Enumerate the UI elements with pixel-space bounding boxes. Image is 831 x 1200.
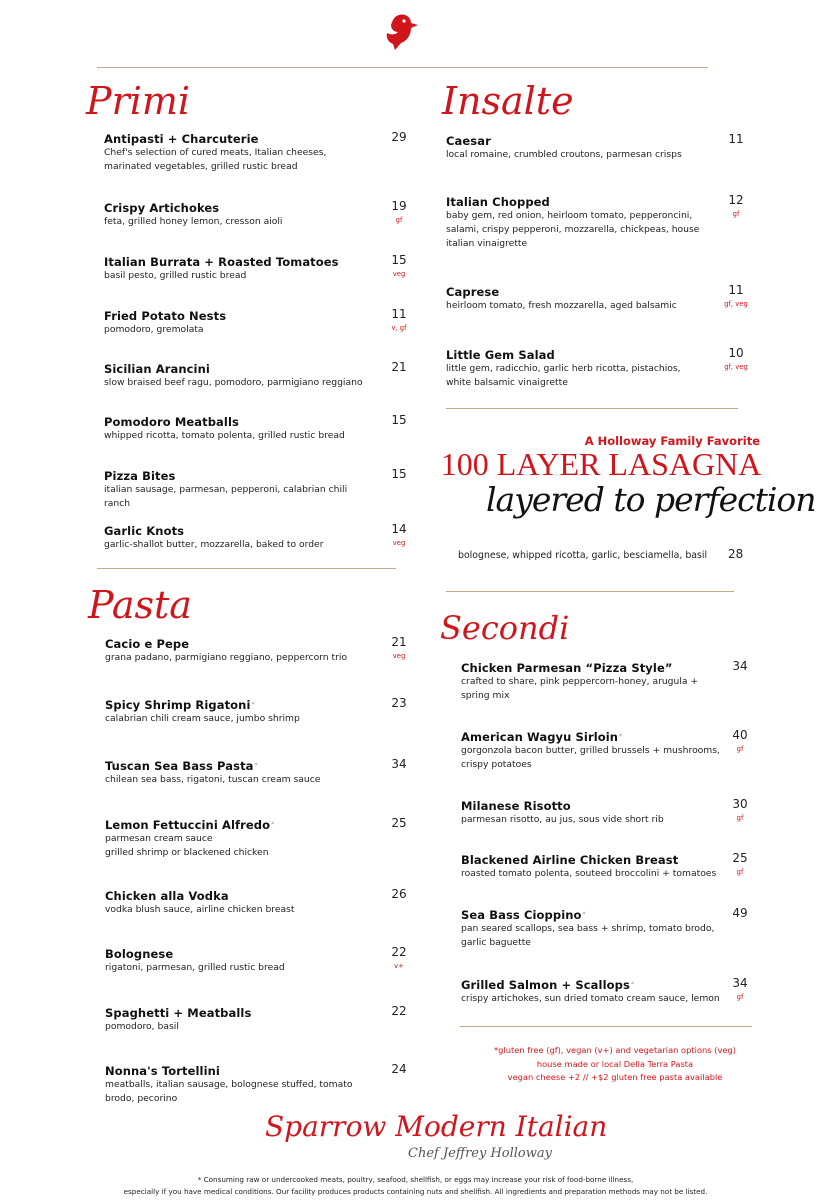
item-description: chilean sea bass, rigatoni, tuscan cream sauce	[105, 774, 321, 785]
item-name: Tuscan Sea Bass Pasta*	[105, 759, 258, 773]
item-name: Chicken Parmesan “Pizza Style”	[461, 661, 673, 675]
item-name: American Wagyu Sirloin*	[461, 730, 623, 744]
dietary-tag: veg	[392, 270, 406, 278]
item-description: roasted tomato polenta, souteed broccolini + tomatoes	[461, 868, 717, 879]
pasta-item	[105, 698, 375, 726]
item-description: calabrian chili cream sauce, jumbo shrimp	[105, 713, 300, 724]
raw-warning-mark: *	[251, 701, 255, 708]
item-name: Grilled Salmon + Scallops*	[461, 978, 635, 992]
item-name: Spaghetti + Meatballs	[105, 1006, 252, 1020]
primi-item	[104, 524, 366, 552]
secondi-item	[461, 978, 723, 1006]
item-price: 11	[728, 283, 744, 297]
dietary-tag: veg	[392, 539, 406, 547]
item-name: Crispy Artichokes	[104, 201, 220, 215]
item-name: Caesar	[446, 134, 491, 148]
item-description: meatballs, italian sausage, bolognese stuffed, tomato brodo, pecorino	[105, 1079, 353, 1104]
item-description: whipped ricotta, tomato polenta, grilled rustic bread	[104, 430, 345, 441]
item-price: 30	[732, 797, 748, 811]
item-price: 15	[391, 253, 407, 267]
disclaimer-line-2: especially if you have medical conditions. Our facility produces products containing nuts and shellfish. All ingredients and preparation methods may not be listed.	[123, 1187, 708, 1196]
lasagna-end-rule	[446, 591, 734, 592]
item-description: basil pesto, grilled rustic bread	[104, 270, 247, 281]
raw-warning-mark: *	[630, 981, 635, 988]
item-description: crispy artichokes, sun dried tomato cream sauce, lemon	[461, 993, 720, 1004]
pasta-item	[105, 637, 375, 665]
pasta-item	[105, 759, 375, 787]
item-description: pomodoro, basil	[105, 1021, 179, 1032]
item-description-extra: grilled shrimp or blackened chicken	[105, 847, 269, 858]
insalate-item	[446, 285, 704, 313]
primi-heading: Primi	[86, 79, 191, 123]
dietary-note: *gluten free (gf), vegan (v+) and vegetarian options (veg)	[493, 1045, 736, 1055]
item-price: 15	[391, 413, 407, 427]
item-name: Antipasti + Charcuterie	[104, 132, 259, 146]
item-description: baby gem, red onion, heirloom tomato, pepperoncini, salami, crispy pepperoni, mozzarella, chickpeas, house italian vinaigrette	[446, 210, 700, 249]
item-price: 11	[391, 307, 407, 321]
item-description: garlic-shallot butter, mozzarella, baked to order	[104, 539, 324, 550]
item-price: 12	[728, 193, 744, 207]
primi-item	[104, 415, 366, 443]
item-price: 15	[391, 467, 407, 481]
item-description: pan seared scallops, sea bass + shrimp, tomato brodo, garlic baguette	[461, 923, 715, 948]
lasagna-desc: bolognese, whipped ricotta, garlic, besciamella, basil	[458, 550, 708, 561]
pasta-item	[105, 1006, 375, 1034]
item-price: 23	[391, 696, 407, 710]
dietary-tag: gf	[736, 993, 744, 1001]
item-name: Lemon Fettuccini Alfredo*	[105, 818, 275, 832]
item-description: vodka blush sauce, airline chicken breast	[105, 904, 295, 915]
item-name: Italian Chopped	[446, 195, 550, 209]
item-name: Chicken alla Vodka	[105, 889, 229, 903]
item-name: Little Gem Salad	[446, 348, 555, 362]
item-price: 14	[391, 522, 407, 536]
secondi-item	[461, 730, 723, 772]
pasta-note: house made or local Della Terra Pasta	[536, 1059, 694, 1069]
dietary-tag: gf, veg	[724, 363, 748, 371]
sparrow-logo	[385, 13, 419, 51]
raw-warning-mark: *	[254, 762, 258, 769]
item-price: 21	[391, 360, 407, 374]
lasagna-script: layered to perfection	[486, 480, 816, 519]
item-price: 49	[732, 906, 748, 920]
primi-item	[104, 201, 366, 229]
item-name: Milanese Risotto	[461, 799, 571, 813]
item-description: italian sausage, parmesan, pepperoni, calabrian chili ranch	[104, 484, 348, 509]
item-name: Garlic Knots	[104, 524, 185, 538]
item-description: rigatoni, parmesan, grilled rustic bread	[105, 962, 285, 973]
item-price: 19	[391, 199, 407, 213]
item-name: Cacio e Pepe	[105, 637, 190, 651]
primi-end-rule	[97, 568, 396, 569]
item-description: gorgonzola bacon butter, grilled brussels + mushrooms, crispy potatoes	[461, 745, 720, 770]
item-name: Fried Potato Nests	[104, 309, 227, 323]
item-description: parmesan risotto, au jus, sous vide short rib	[461, 814, 664, 825]
item-price: 11	[728, 132, 744, 146]
lasagna-price: 28	[728, 547, 744, 561]
chef-signature: Chef Jeffrey Holloway	[408, 1146, 552, 1161]
item-description: feta, grilled honey lemon, cresson aioli	[104, 216, 283, 227]
insalate-item	[446, 195, 704, 251]
dietary-tag: gf	[736, 745, 744, 753]
top-rule	[97, 67, 708, 68]
item-description: Chef's selection of cured meats, Italian cheeses, marinated vegetables, grilled rustic bread	[104, 147, 327, 172]
item-name: Pizza Bites	[104, 469, 176, 483]
raw-warning-mark: *	[271, 821, 275, 828]
item-price: 40	[732, 728, 748, 742]
pasta-item	[105, 947, 375, 975]
dietary-tag: gf, veg	[724, 300, 748, 308]
dietary-tag: gf	[736, 814, 744, 822]
item-price: 34	[391, 757, 407, 771]
item-price: 10	[728, 346, 744, 360]
item-price: 24	[391, 1062, 407, 1076]
item-description: local romaine, crumbled croutons, parmesan crisps	[446, 149, 682, 160]
item-price: 26	[391, 887, 407, 901]
lasagna-title: 100 LAYER LASAGNA	[440, 446, 762, 482]
pasta-heading: Pasta	[88, 583, 192, 627]
item-price: 21	[391, 635, 407, 649]
item-description: heirloom tomato, fresh mozzarella, aged balsamic	[446, 300, 677, 311]
insalate-item	[446, 134, 704, 162]
secondi-end-rule	[460, 1026, 752, 1027]
secondi-item	[461, 661, 723, 703]
item-price: 22	[391, 1004, 407, 1018]
dietary-tag: v, gf	[391, 324, 407, 332]
item-price: 25	[732, 851, 748, 865]
item-name: Italian Burrata + Roasted Tomatoes	[104, 255, 339, 269]
dietary-tag: v+	[394, 962, 404, 970]
item-name: Blackened Airline Chicken Breast	[461, 853, 679, 867]
primi-item	[104, 132, 366, 174]
item-price: 34	[732, 659, 748, 673]
secondi-heading: Secondi	[440, 609, 570, 647]
secondi-item	[461, 799, 723, 827]
lasagna-kicker: A Holloway Family Favorite	[584, 434, 760, 448]
pasta-item	[105, 1064, 375, 1106]
disclaimer-line-1: * Consuming raw or undercooked meats, poultry, seafood, shellfish, or eggs may increase your risk of food-borne illness,	[197, 1175, 634, 1184]
primi-item	[104, 362, 366, 390]
item-price: 34	[732, 976, 748, 990]
item-name: Caprese	[446, 285, 500, 299]
dietary-tag: gf	[736, 868, 744, 876]
item-name: Sea Bass Cioppino*	[461, 908, 586, 922]
item-description: crafted to share, pink peppercorn-honey, arugula + spring mix	[461, 676, 699, 701]
dietary-tag: gf	[732, 210, 740, 218]
item-price: 25	[391, 816, 407, 830]
primi-item	[104, 255, 366, 283]
item-price: 29	[391, 130, 407, 144]
sparrow-bird-icon	[385, 13, 419, 51]
dietary-tag: gf	[395, 216, 403, 224]
secondi-item	[461, 853, 723, 881]
item-description: grana padano, parmigiano reggiano, peppercorn trio	[105, 652, 348, 663]
pasta-item	[105, 889, 375, 917]
item-description: pomodoro, gremolata	[104, 324, 204, 335]
secondi-item	[461, 908, 723, 950]
raw-warning-mark: *	[619, 733, 623, 740]
item-description: parmesan cream sauce	[105, 833, 213, 844]
primi-item	[104, 469, 366, 511]
dietary-tag: veg	[392, 652, 406, 660]
insalate-item	[446, 348, 704, 390]
insalate-heading: Insalte	[442, 79, 574, 123]
item-description: little gem, radicchio, garlic herb ricotta, pistachios, white balsamic vinaigrette	[446, 363, 681, 388]
item-description: slow braised beef ragu, pomodoro, parmigiano reggiano	[104, 377, 363, 388]
raw-warning-mark: *	[582, 911, 586, 918]
item-name: Spicy Shrimp Rigatoni*	[105, 698, 255, 712]
primi-item	[104, 309, 366, 337]
upcharge-note: vegan cheese +2 // +$2 gluten free pasta available	[507, 1072, 723, 1082]
item-name: Pomodoro Meatballs	[104, 415, 239, 429]
restaurant-name: Sparrow Modern Italian	[265, 1110, 608, 1143]
item-name: Sicilian Arancini	[104, 362, 210, 376]
insalate-end-rule	[446, 408, 738, 409]
item-price: 22	[391, 945, 407, 959]
item-name: Bolognese	[105, 947, 174, 961]
pasta-item	[105, 818, 375, 860]
item-name: Nonna's Tortellini	[105, 1064, 220, 1078]
